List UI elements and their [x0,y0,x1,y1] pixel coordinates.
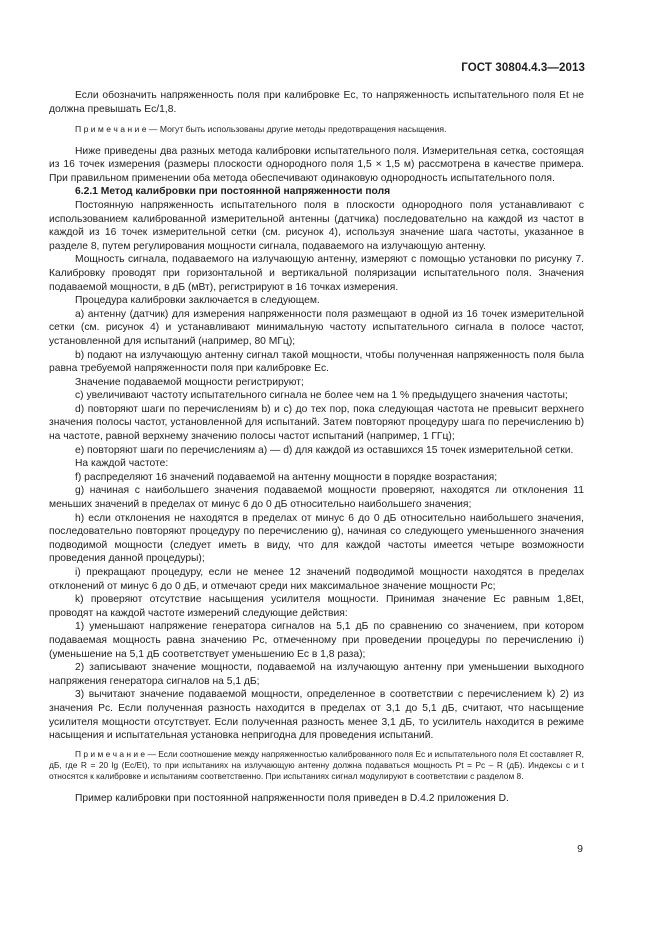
sub-list-item: 3) вычитают значение подаваемой мощности, определенное в соответствии с перечислением k) 2) из значения Pс. Если полученная разность находится в пределах от 3,1 до 5,1 дБ, считают, что насыщение усилителя мощности отсутствует. Если полученная разность менее 3,1 дБ, то усилитель находится в режиме насыщения и испытательная установка непригодна для проведения испытаний. [49,689,584,742]
list-item: g) начиная с наибольшего значения подаваемой мощности проверяют, находятся ли отклонения 11 меньших значений в пределах от минус 6 до 0 дБ относительно наибольшего значения; [49,485,584,511]
sub-list-item: 1) уменьшают напряжение генератора сигналов на 5,1 дБ по сравнению со значением, при котором подаваемая мощность равна значению Pс, отмеченному при проведении процедуры по перечислению i) (уменьшение на 5,1 дБ соответствует уменьшению Eс в 1,8 раза); [49,621,584,660]
paragraph: Ниже приведены два разных метода калибровки испытательного поля. Измерительная сетка, состоящая из 16 точек измерения (размеры плоскости однородного поля 1,5 × 1,5 м) рассмотрена в качестве примера. При правильном применении оба метода обеспечивают одинаковую однородность испытательного поля. [49,145,584,184]
list-item: i) прекращают процедуру, если не менее 12 значений подводимой мощности находятся в пределах отклонений от минус 6 до 0 дБ, и отмечают среди них максимальное значение мощности Pс; [49,567,584,592]
list-item: k) проверяют отсутствие насыщения усилителя мощности. Принимая значение Eс равным 1,8Et, проводят на каждой частоте измерений следующие действия: [49,594,584,619]
paragraph: Пример калибровки при постоянной напряженности поля приведен в D.4.2 приложения D. [75,793,509,805]
paragraph: Процедура калибровки заключается в следующем. [75,295,320,307]
list-item: e) повторяют шаги по перечислениям a) — d) для каждой из оставшихся 15 точек измерительной сетки. [75,444,574,456]
list-item: h) если отклонения не находятся в пределах от минус 6 до 0 дБ относительно наибольшего значения, последовательно повторяют процедуру по перечислению g), начиная со следующего уменьшенного значения подводимой мощности (следует иметь в виду, что для каждой частоты имеется четыре возможности проведения данной процедуры); [49,512,584,565]
paragraph: Постоянную напряженность испытательного поля в плоскости однородного поля устанавливают с использованием калиброванной измерительной антенны (датчика) последовательно на каждой из частот в каждой из 16 точек измерительной сетки (см. рисунок 4), используя значение шага частоты, указанное в разделе 8, путем регулирования мощности сигнала, подаваемого на излучающую антенну. [49,199,584,252]
sub-list-item: 2) записывают значение мощности, подаваемой на излучающую антенну при уменьшении выходного напряжения генератора сигналов на 5,1 дБ; [49,662,584,687]
paragraph: Если обозначить напряженность поля при калибровке Eс, то напряженность испытательного поля Et не должна превышать Eс/1,8. [49,90,584,115]
list-item: c) увеличивают частоту испытательного сигнала не более чем на 1 % предыдущего значения частоты; [75,390,568,402]
list-item: a) антенну (датчик) для измерения напряженности поля размещают в одной из 16 точек измерительной сетки (см. рисунок 4) и устанавливают минимальную частоту испытательного сигнала в полосе частот, установленной для испытаний (например, 80 МГц); [49,308,584,347]
paragraph: На каждой частоте: [75,458,169,470]
page-number: 9 [577,843,583,855]
paragraph: Мощность сигнала, подаваемого на излучающую антенну, измеряют с помощью установки по рисунку 7. Калибровку проводят при горизонтальной и вертикальной поляризации испытательного поля. Значения подаваемой мощности, в дБ (мВт), регистрируют в 16 точках измерения. [49,254,584,293]
note: П р и м е ч а н и е — Могут быть использованы другие методы предотвращения насыщения. [75,124,447,135]
paragraph: Значение подаваемой мощности регистрируют; [75,376,304,388]
list-item: f) распределяют 16 значений подаваемой на антенну мощности в порядке возрастания; [75,471,498,483]
note: П р и м е ч а н и е — Если соотношение между напряженностью калиброванного поля Eс и испытательного поля Et составляет R, дБ, где R = 20 lg (Eс/Et), то при испытаниях на излучающую антенну должна подаваться мощность Pt = Pс – R (дБ). Индексы с и t относятся к калибровке и испытаниям соответственно. При испытаниях сигнал модулируют в соответствии с разделом 8. [49,748,584,782]
main-text [49,89,584,806]
standard-designation: ГОСТ 30804.4.3—2013 [461,62,585,74]
list-item: d) повторяют шаги по перечислениям b) и c) до тех пор, пока следующая частота не превысит верхнего значения полосы частот, установленной для испытаний. Затем повторяют процедуру шага по перечислению b) на частоте, равной верхнему значению полосы частот испытаний (например, 1 ГГц); [49,403,584,443]
list-item: b) подают на излучающую антенну сигнал такой мощности, чтобы полученная напряженность поля была равна требуемой напряженности поля при калибровке Eс. [49,349,584,375]
section-heading: 6.2.1 Метод калибровки при постоянной напряженности поля [75,186,391,198]
